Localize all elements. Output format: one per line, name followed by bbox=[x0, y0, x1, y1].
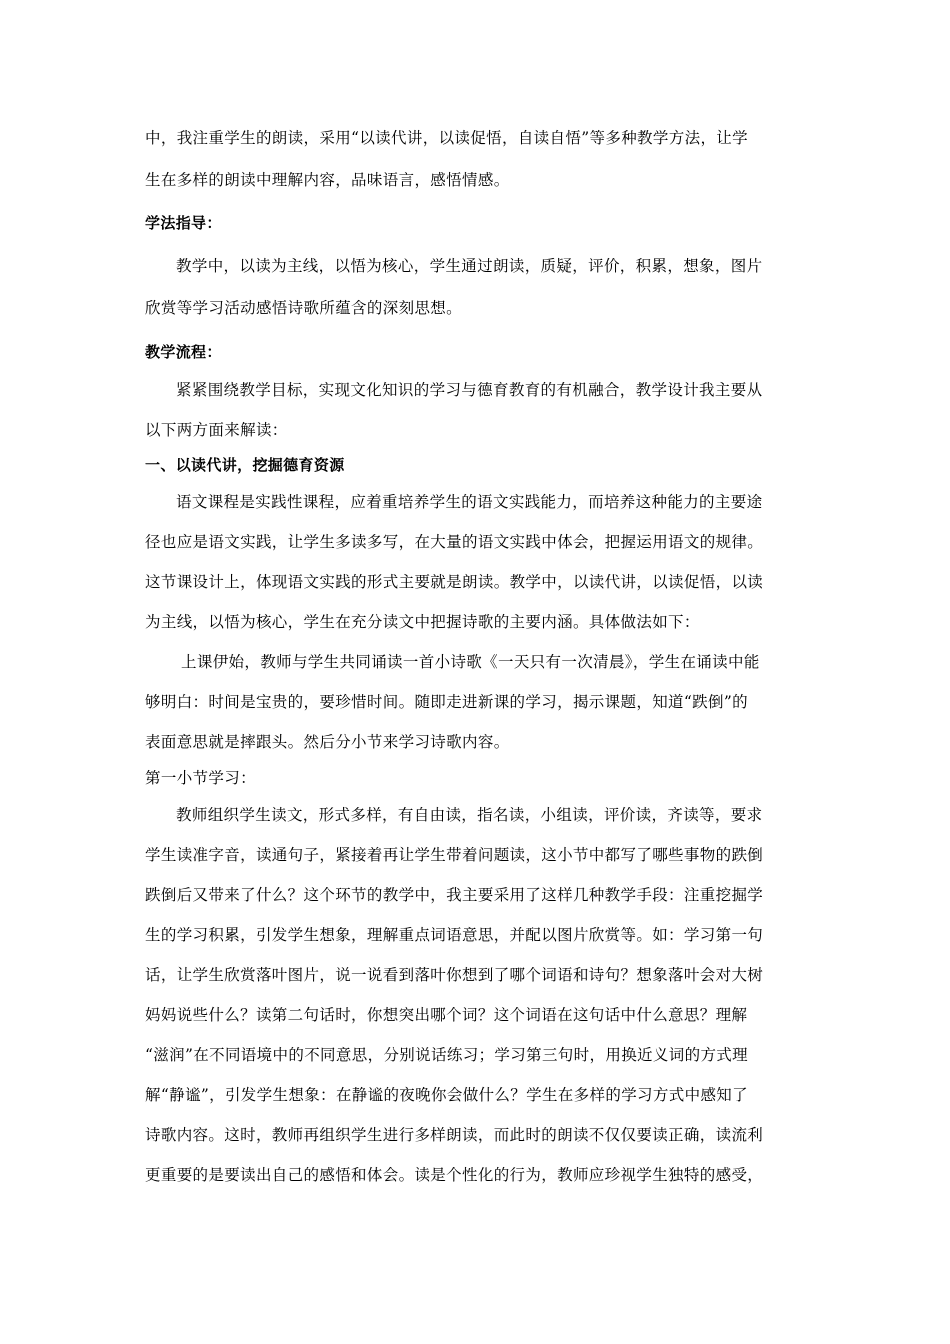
paragraph-line: 够明白：时间是宝贵的，要珍惜时间。随即走进新课的学习，揭示课题，知道“跌倒”的 bbox=[145, 693, 749, 711]
paragraph-line: 表面意思就是摔跟头。然后分小节来学习诗歌内容。 bbox=[145, 733, 510, 751]
paragraph-line: 语文课程是实践性课程，应着重培养学生的语文实践能力，而培养这种能力的主要途 bbox=[176, 493, 763, 511]
paragraph-line: 生在多样的朗读中理解内容，品味语言，感悟情感。 bbox=[145, 171, 510, 189]
paragraph-line: 以下两方面来解读： bbox=[145, 421, 288, 439]
paragraph-line: 解“静谧”，引发学生想象：在静谧的夜晚你会做什么？学生在多样的学习方式中感知了 bbox=[145, 1086, 749, 1104]
paragraph-line: 这节课设计上，体现语文实践的形式主要就是朗读。教学中，以读代讲，以读促悟，以读 bbox=[145, 573, 764, 591]
paragraph-line: 紧紧围绕教学目标，实现文化知识的学习与德育教育的有机融合，教学设计我主要从 bbox=[176, 381, 763, 399]
heading-section-1: 一、以读代讲，挖掘德育资源 bbox=[145, 456, 345, 474]
paragraph-line: 妈妈说些什么？读第二句话时，你想突出哪个词？这个词语在这句话中什么意思？理解 bbox=[145, 1006, 748, 1024]
heading-study-method: 学法指导： bbox=[145, 214, 222, 232]
paragraph-line: 跌倒后又带来了什么？这个环节的教学中，我主要采用了这样几种教学手段：注重挖掘学 bbox=[145, 886, 764, 904]
paragraph-line: 学生读准字音，读通句子，紧接着再让学生带着问题读，这小节中都写了哪些事物的跌倒 bbox=[145, 846, 764, 864]
paragraph-line: 话，让学生欣赏落叶图片，说一说看到落叶你想到了哪个词语和诗句？想象落叶会对大树 bbox=[145, 966, 764, 984]
paragraph-line: 教师组织学生读文，形式多样，有自由读，指名读，小组读，评价读，齐读等，要求 bbox=[176, 806, 763, 824]
paragraph-line: 教学中，以读为主线，以悟为核心，学生通过朗读，质疑，评价，积累，想象，图片 bbox=[176, 257, 763, 275]
paragraph-line: 中，我注重学生的朗读，采用“以读代讲，以读促悟，自读自悟”等多种教学方法，让学 bbox=[145, 129, 749, 147]
paragraph-line: 径也应是语文实践，让学生多读多写，在大量的语文实践中体会，把握运用语文的规律。 bbox=[145, 533, 764, 551]
paragraph-line: “滋润”在不同语境中的不同意思，分别说话练习；学习第三句时，用换近义词的方式理 bbox=[145, 1046, 749, 1064]
paragraph-line: 生的学习积累，引发学生想象，理解重点词语意思，并配以图片欣赏等。如：学习第一句 bbox=[145, 926, 764, 944]
paragraph-line: 诗歌内容。这时，教师再组织学生进行多样朗读，而此时的朗读不仅仅要读正确，读流利 bbox=[145, 1126, 764, 1144]
paragraph-line: 更重要的是要读出自己的感悟和体会。读是个性化的行为，教师应珍视学生独特的感受， bbox=[145, 1166, 764, 1184]
subheading-section-1: 第一小节学习： bbox=[145, 769, 256, 787]
paragraph-line: 为主线，以悟为核心，学生在充分读文中把握诗歌的主要内涵。具体做法如下： bbox=[145, 613, 700, 631]
heading-teaching-flow: 教学流程： bbox=[145, 343, 222, 361]
paragraph-line: 上课伊始，教师与学生共同诵读一首小诗歌《一天只有一次清晨》，学生在诵读中能 bbox=[181, 653, 760, 671]
paragraph-line: 欣赏等学习活动感悟诗歌所蕴含的深刻思想。 bbox=[145, 299, 463, 317]
